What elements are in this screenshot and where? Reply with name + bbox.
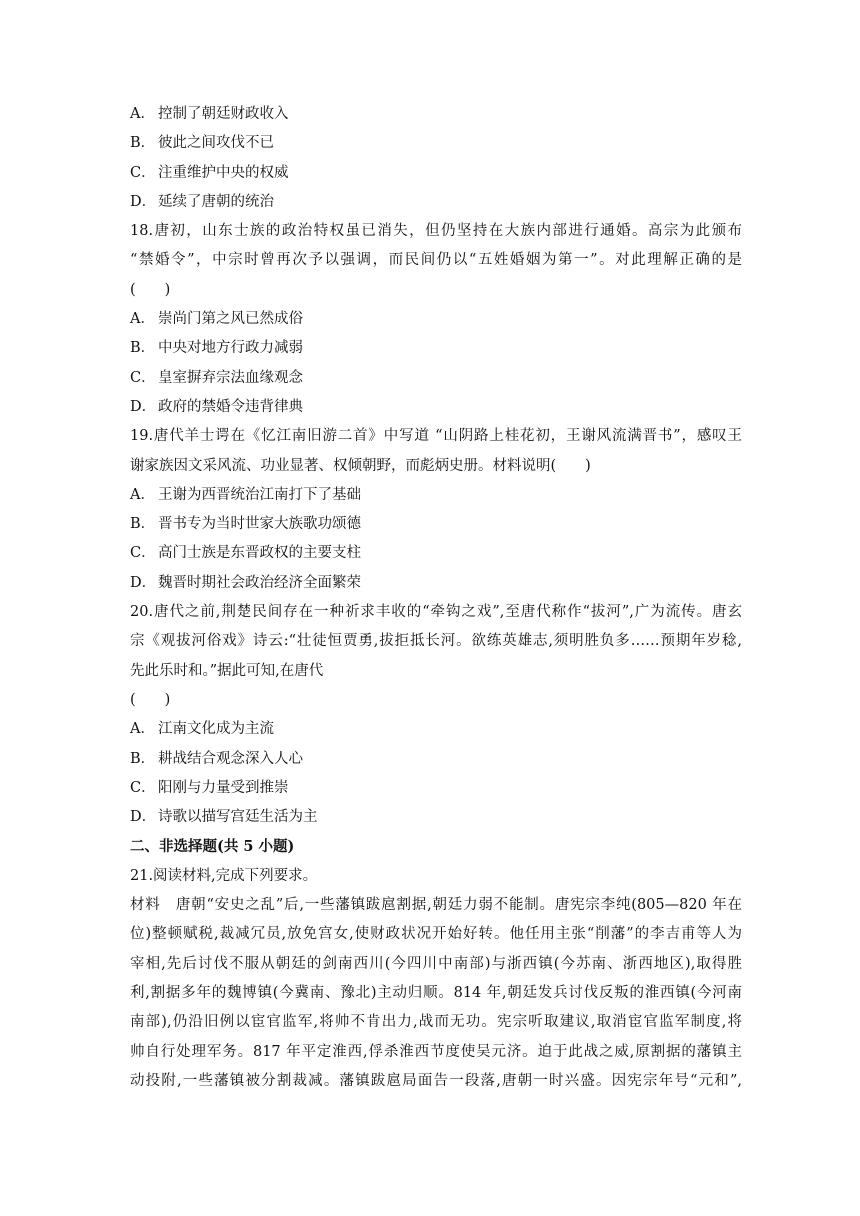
answer-bracket: ( ) — [130, 691, 171, 708]
question-stem-line: 宗《观拔河俗戏》诗云:“壮徒恒贾勇,拔拒抵长河。欲练英雄志,须明胜负多……预期年岁稔, — [130, 633, 742, 650]
option-a[interactable] — [130, 481, 742, 510]
option-d[interactable] — [130, 803, 742, 832]
option-letter: A． — [130, 106, 155, 122]
option-c[interactable] — [130, 539, 742, 568]
question-18 — [130, 217, 742, 422]
option-b[interactable] — [130, 510, 742, 539]
option-letter: D． — [130, 809, 157, 826]
question-20 — [130, 598, 742, 832]
question-stem: 21.阅读材料,完成下列要求。 — [130, 867, 318, 884]
question-stem-line: 先此乐时和。”据此可知,在唐代 — [130, 662, 324, 679]
q17-options — [130, 100, 742, 217]
section-title: 二、非选择题(共 5 小题) — [130, 838, 295, 856]
option-letter: C． — [130, 369, 156, 386]
material-line: 宰相,先后讨伐不服从朝廷的剑南西川(今四川中南部)与浙西镇(今苏南、浙西地区),取得胜 — [130, 955, 742, 972]
option-text: 江南文化成为主流 — [158, 721, 274, 738]
option-text: 皇室摒弃宗法血缘观念 — [158, 369, 303, 386]
option-text: 崇尚门第之风已然成俗 — [158, 311, 303, 328]
option-text: 阳刚与力量受到推崇 — [158, 779, 289, 796]
question-stem-line: “禁婚令”，中宗时曾再次予以强调，而民间仍以“五姓婚姻为第一”。对此理解正确的是 — [130, 252, 742, 269]
option-c[interactable] — [130, 159, 742, 188]
option-text: 政府的禁婚令违背律典 — [158, 398, 303, 415]
option-letter: B． — [130, 516, 156, 533]
option-text: 彼此之间攻伐不已 — [158, 135, 274, 152]
material-line: 帅自行处理军务。817 年平定淮西,俘杀淮西节度使吴元济。迫于此战之威,原割据的藩镇主 — [130, 1043, 742, 1060]
question-stem-line: 18.唐初，山东士族的政治特权虽已消失，但仍坚持在大族内部进行通婚。高宗为此颁布 — [130, 223, 742, 240]
option-letter: D． — [130, 193, 157, 210]
question-21 — [130, 862, 742, 1096]
question-19 — [130, 422, 742, 598]
option-a[interactable] — [130, 100, 742, 129]
option-text: 中央对地方行政力减弱 — [158, 340, 303, 357]
option-letter: B． — [130, 135, 156, 152]
option-a[interactable] — [130, 305, 742, 334]
option-c[interactable] — [130, 364, 742, 393]
option-letter: C． — [130, 545, 156, 562]
material-line: 利,割据多年的魏博镇(今冀南、豫北)主动归顺。814 年,朝廷发兵讨伐反叛的淮西镇(今河南 — [130, 984, 742, 1001]
option-text: 控制了朝廷财政收入 — [158, 106, 289, 122]
material-line: 位)整顿赋税,裁减冗员,放免宫女,使财政状况开始好转。他任用主张“削藩”的李吉甫等人为 — [130, 926, 742, 943]
option-text: 王谢为西晋统治江南打下了基础 — [158, 486, 361, 503]
material-line: 南部),仍沿旧例以宦官监军,将帅不肯出力,战而无功。宪宗听取建议,取消宦官监军制度,将 — [130, 1014, 742, 1031]
material-line: 动投附,一些藩镇被分割裁减。藩镇跋扈局面告一段落,唐朝一时兴盛。因宪宗年号“元和”, — [130, 1072, 742, 1089]
option-text: 诗歌以描写宫廷生活为主 — [158, 809, 318, 826]
option-letter: C． — [130, 779, 156, 796]
option-letter: B． — [130, 750, 156, 767]
option-letter: D． — [130, 574, 157, 591]
option-b[interactable] — [130, 129, 742, 158]
option-letter: D． — [130, 398, 157, 415]
option-d[interactable] — [130, 393, 742, 422]
option-a[interactable] — [130, 715, 742, 744]
option-text: 晋书专为当时世家大族歌功颂德 — [158, 516, 361, 533]
material-line: 材料 唐朝“安史之乱”后,一些藩镇跋扈割据,朝廷力弱不能制。唐宪宗李纯(805—820 年在 — [130, 897, 742, 914]
option-letter: A． — [130, 486, 155, 503]
option-c[interactable] — [130, 774, 742, 803]
option-d[interactable] — [130, 569, 742, 598]
option-d[interactable] — [130, 188, 742, 217]
option-letter: A． — [130, 721, 155, 738]
option-text: 魏晋时期社会政治经济全面繁荣 — [158, 574, 361, 591]
question-stem-line: 20.唐代之前,荆楚民间存在一种祈求丰收的“牵钩之戏”,至唐代称作“拔河”,广为流传。唐玄 — [130, 604, 742, 621]
option-text: 延续了唐朝的统治 — [158, 193, 274, 210]
option-b[interactable] — [130, 745, 742, 774]
option-text: 高门士族是东晋政权的主要支柱 — [158, 545, 361, 562]
option-letter: A． — [130, 311, 155, 328]
document-page — [130, 100, 742, 1096]
option-text: 耕战结合观念深入人心 — [158, 750, 303, 767]
answer-bracket: ( ) — [130, 281, 171, 298]
option-letter: C． — [130, 164, 156, 181]
option-letter: B． — [130, 340, 156, 357]
question-stem-line: 19.唐代羊士谔在《忆江南旧游二首》中写道 “山阴路上桂花初，王谢风流满晋书”，感叹王 — [130, 428, 742, 445]
option-b[interactable] — [130, 334, 742, 363]
option-text: 注重维护中央的权威 — [158, 164, 289, 181]
question-stem-line: 谢家族因文采风流、功业显著、权倾朝野，而彪炳史册。材料说明( ) — [130, 457, 591, 474]
